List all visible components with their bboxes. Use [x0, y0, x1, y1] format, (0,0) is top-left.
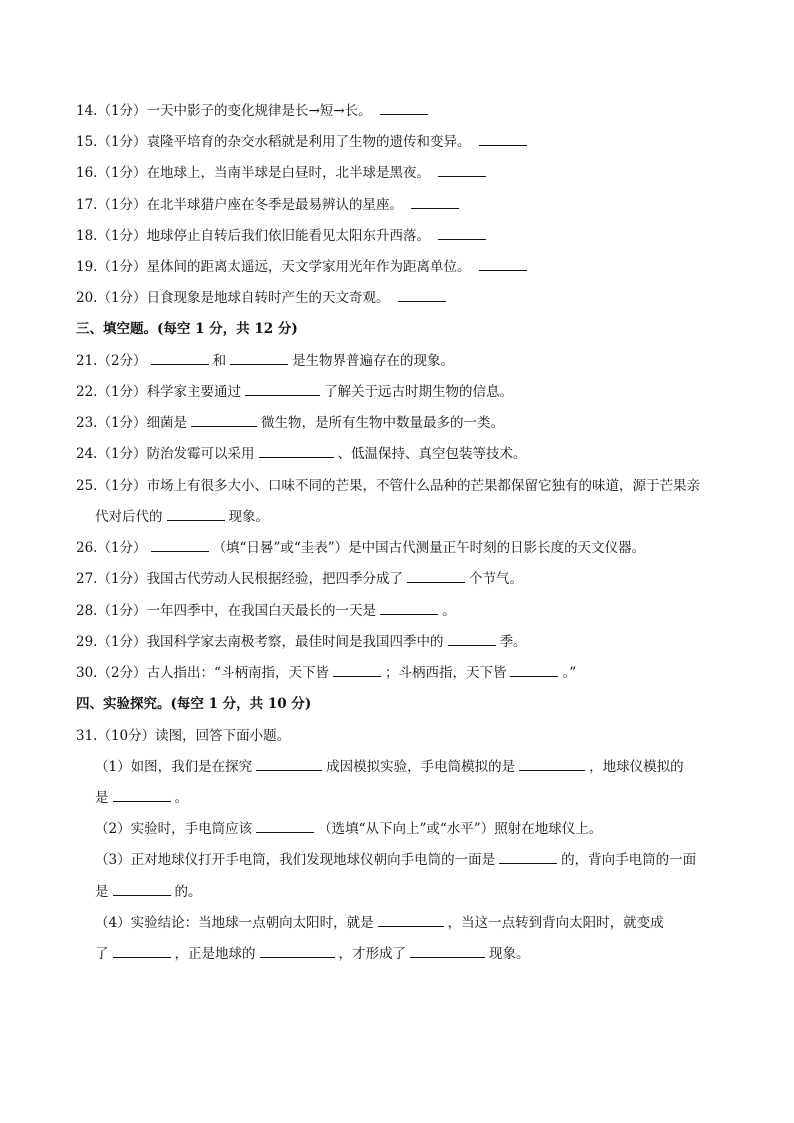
answer-blank[interactable] — [191, 414, 257, 427]
question-number: 23.（1分） — [76, 415, 147, 431]
answer-blank[interactable] — [479, 133, 527, 146]
question-text: 现象。 — [228, 509, 269, 525]
question-text: 科学家主要通过 — [146, 384, 242, 400]
question-23 — [76, 414, 504, 432]
question-number: 17.（1分） — [76, 197, 147, 213]
question-19 — [76, 258, 531, 276]
question-text: （选填“从下向上”或“水平”）照射在地球仪上。 — [318, 821, 603, 837]
question-number: 25.（1分） — [76, 478, 147, 494]
answer-blank[interactable] — [398, 289, 446, 302]
answer-blank[interactable] — [380, 102, 428, 115]
answer-blank[interactable] — [230, 352, 288, 365]
question-text: 。 — [174, 790, 188, 806]
answer-blank[interactable] — [438, 164, 486, 177]
answer-blank[interactable] — [167, 508, 225, 521]
question-text: 个节气。 — [469, 571, 524, 587]
answer-blank[interactable] — [378, 914, 444, 927]
question-28 — [76, 602, 456, 620]
question-text: 一天中影子的变化规律是长→短→长。 — [146, 103, 372, 119]
question-31-part-4 — [95, 914, 664, 932]
question-text: 了解关于远古时期生物的信息。 — [324, 384, 514, 400]
question-text: 在地球上，当南半球是白昼时，北半球是黑夜。 — [146, 165, 431, 181]
question-31-part-3-cont — [95, 883, 202, 901]
question-text: 现象。 — [489, 946, 530, 962]
question-text: 的。 — [174, 884, 202, 900]
question-text: 市场上有很多大小、口味不同的芒果，不管什么品种的芒果都保留它独有的味道，源于芒果亲 — [146, 478, 701, 494]
question-text: ，才形成了 — [338, 946, 406, 962]
question-text: 了 — [95, 946, 109, 962]
question-text: 我国古代劳动人民根据经验，把四季分成了 — [146, 571, 404, 587]
answer-blank[interactable] — [256, 820, 314, 833]
question-text: 的，背向手电筒的一面 — [561, 852, 697, 868]
question-number: 18.（1分） — [76, 228, 147, 244]
section-heading-experiment: 四、实验探究。(每空 1 分，共 10 分) — [76, 696, 312, 712]
question-text: 成因模拟实验，手电筒模拟的是 — [326, 759, 516, 775]
answer-blank[interactable] — [410, 945, 485, 958]
question-number: 24.（1分） — [76, 446, 147, 462]
question-24 — [76, 445, 527, 463]
question-text: 在北半球猎户座在冬季是最易辨认的星座。 — [146, 197, 404, 213]
question-text: （4）实验结论：当地球一点朝向太阳时，就是 — [95, 915, 374, 931]
question-text: 星体间的距离太遥远，天文学家用光年作为距离单位。 — [146, 259, 471, 275]
question-number: 29.（1分） — [76, 634, 147, 650]
section-heading-fill-in: 三、填空题。(每空 1 分，共 12 分) — [76, 321, 298, 337]
question-27 — [76, 570, 523, 588]
question-text: 袁隆平培育的杂交水稻就是利用了生物的遗传和变异。 — [146, 134, 471, 150]
question-text: 古人指出：“斗柄南指，天下皆 — [146, 665, 329, 681]
question-25-cont — [95, 508, 269, 526]
question-31-part-3 — [95, 851, 696, 869]
answer-blank[interactable] — [151, 352, 209, 365]
question-text: ；斗柄西指，天下皆 — [384, 665, 507, 681]
question-text: 细菌是 — [146, 415, 188, 431]
question-text: 。” — [562, 665, 577, 681]
answer-blank[interactable] — [448, 633, 496, 646]
question-text: 一年四季中，在我国白天最长的一天是 — [146, 603, 377, 619]
question-text: 防治发霉可以采用 — [146, 446, 255, 462]
question-text: 季。 — [499, 634, 527, 650]
question-text: 。 — [442, 603, 456, 619]
question-15 — [76, 133, 531, 151]
question-text: 、低温保持、真空包装等技术。 — [337, 446, 527, 462]
question-text: ，地球仪模拟的 — [589, 759, 684, 775]
answer-blank[interactable] — [479, 258, 527, 271]
question-text: 代对后代的 — [95, 509, 163, 525]
question-text: 是 — [95, 884, 109, 900]
question-text: （1）如图，我们是在探究 — [95, 759, 253, 775]
question-20 — [76, 289, 450, 307]
question-31 — [76, 727, 290, 745]
question-18 — [76, 227, 490, 245]
question-text: 是生物界普遍存在的现象。 — [292, 353, 455, 369]
answer-blank[interactable] — [510, 664, 558, 677]
answer-blank[interactable] — [113, 883, 171, 896]
answer-blank[interactable] — [113, 945, 171, 958]
answer-blank[interactable] — [113, 789, 171, 802]
answer-blank[interactable] — [499, 851, 557, 864]
question-30 — [76, 664, 576, 682]
question-number: 22.（1分） — [76, 384, 147, 400]
question-number: 19.（1分） — [76, 259, 147, 275]
question-number: 28.（1分） — [76, 603, 147, 619]
question-number: 15.（1分） — [76, 134, 147, 150]
question-text: （填“日晷”或“圭表”）是中国古代测量正午时刻的日影长度的天文仪器。 — [212, 540, 646, 556]
question-number: 31.（10分） — [76, 728, 156, 744]
question-text: 我国科学家去南极考察，最佳时间是我国四季中的 — [146, 634, 444, 650]
question-text: 和 — [212, 353, 227, 369]
answer-blank[interactable] — [519, 758, 585, 771]
question-number: 20.（1分） — [76, 290, 147, 306]
question-21 — [76, 352, 454, 370]
question-text: ，正是地球的 — [174, 946, 256, 962]
answer-blank[interactable] — [411, 196, 459, 209]
question-31-part-2 — [95, 820, 602, 838]
question-14 — [76, 102, 432, 120]
question-25 — [76, 477, 700, 495]
question-text: （3）正对地球仪打开手电筒，我们发现地球仪朝向手电筒的一面是 — [95, 852, 496, 868]
question-17 — [76, 196, 463, 214]
question-16 — [76, 164, 490, 182]
question-31-part-1 — [95, 758, 684, 776]
answer-blank[interactable] — [259, 445, 334, 458]
question-text: 读图，回答下面小题。 — [155, 728, 291, 744]
answer-blank[interactable] — [407, 570, 465, 583]
answer-blank[interactable] — [380, 602, 438, 615]
answer-blank[interactable] — [151, 539, 209, 552]
question-text: （2）实验时，手电筒应该 — [95, 821, 253, 837]
answer-blank[interactable] — [260, 945, 335, 958]
question-22 — [76, 383, 513, 401]
question-31-part-1-cont — [95, 789, 188, 807]
question-text: ，当这一点转到背向太阳时，就变成 — [447, 915, 664, 931]
question-number: 27.（1分） — [76, 571, 147, 587]
question-text: 是 — [95, 790, 109, 806]
answer-blank[interactable] — [245, 383, 320, 396]
question-text: 微生物，是所有生物中数量最多的一类。 — [261, 415, 505, 431]
question-31-part-4-cont — [95, 945, 530, 963]
question-text: 日食现象是地球自转时产生的天文奇观。 — [146, 290, 390, 306]
question-number: 14.（1分） — [76, 103, 147, 119]
answer-blank[interactable] — [438, 227, 486, 240]
question-number: 26.（1分） — [76, 540, 147, 556]
answer-blank[interactable] — [333, 664, 381, 677]
question-29 — [76, 633, 527, 651]
question-text: 地球停止自转后我们依旧能看见太阳东升西落。 — [146, 228, 431, 244]
question-number: 21.（2分） — [76, 353, 147, 369]
question-number: 16.（1分） — [76, 165, 147, 181]
answer-blank[interactable] — [256, 758, 322, 771]
question-number: 30.（2分） — [76, 665, 147, 681]
question-26 — [76, 539, 645, 557]
